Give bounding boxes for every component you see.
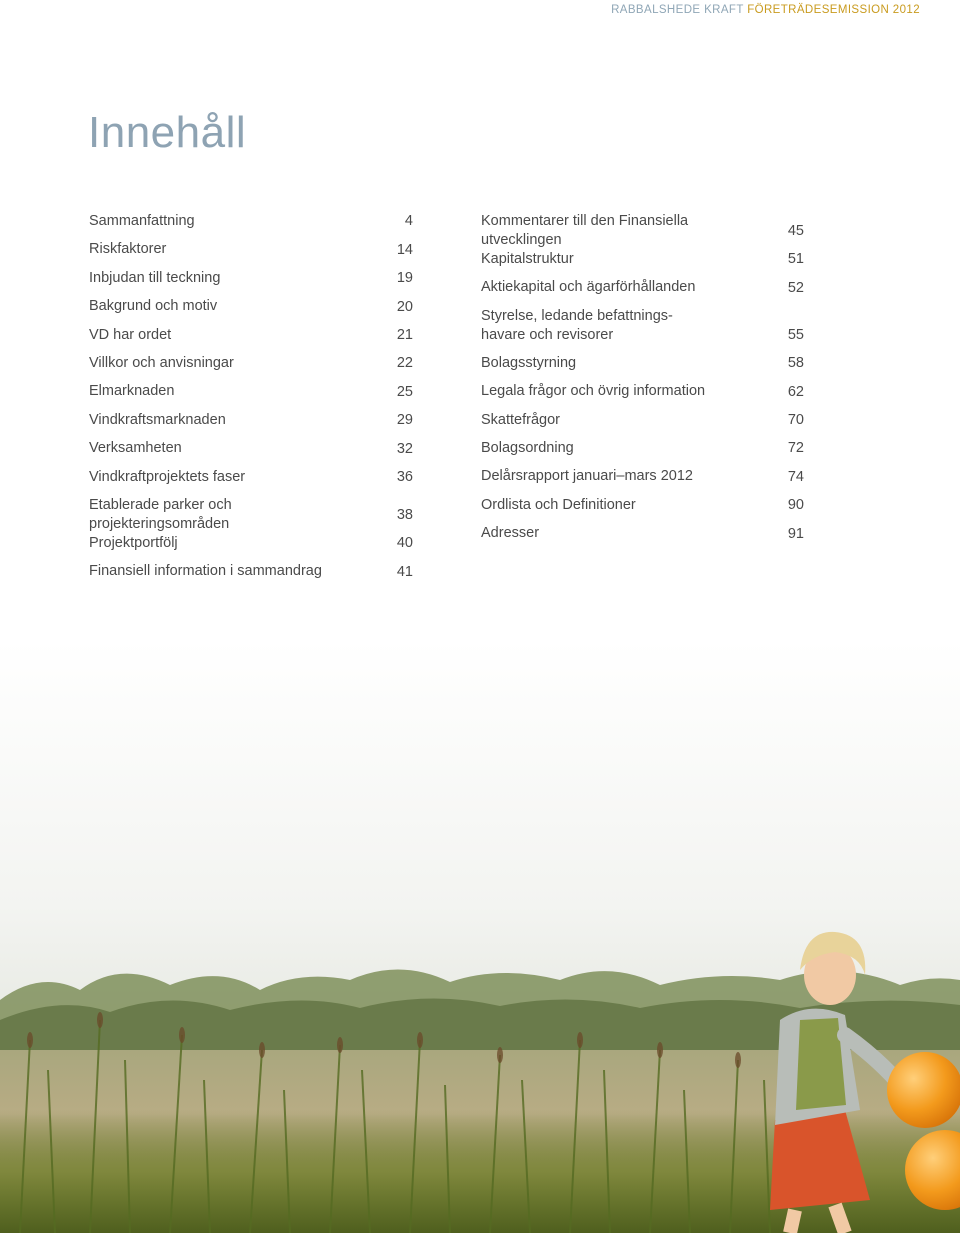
toc-entry-vd-har-ordet[interactable] xyxy=(89,326,413,354)
toc-entry-label: Kapitalstruktur xyxy=(481,251,574,267)
toc-entry-label: Skattefrågor xyxy=(481,411,560,428)
toc-entry-kommentarer[interactable] xyxy=(481,212,804,250)
toc-entry-page: 14 xyxy=(396,241,413,258)
toc-entry-label: Villkor och anvisningar xyxy=(89,354,234,371)
toc-entry-page: 25 xyxy=(396,383,413,400)
toc-entry-label: Bolagsstyrning xyxy=(481,354,577,371)
toc-entry-label-line2: havare och revisorer xyxy=(481,326,614,343)
toc-entry-etablerade-parker[interactable] xyxy=(89,496,413,534)
page-title: Innehåll xyxy=(88,108,247,157)
balloon-top xyxy=(887,1052,960,1128)
toc-entry-label: Delårsrapport januari–mars 2012 xyxy=(481,468,693,485)
toc-entry-verksamheten[interactable] xyxy=(89,439,413,467)
toc-entry-label: Adresser xyxy=(481,525,540,542)
toc-entry-label: Sammanfattning xyxy=(89,213,195,229)
toc-entry-page: 20 xyxy=(396,298,413,315)
toc-entry-bolagsstyrning[interactable] xyxy=(481,354,804,382)
toc-entry-page: 36 xyxy=(396,468,413,485)
toc-entry-villkor[interactable] xyxy=(89,354,413,382)
toc-entry-page: 21 xyxy=(396,326,413,343)
toc-entry-styrelse[interactable] xyxy=(481,307,804,354)
toc-entry-page: 22 xyxy=(396,355,413,372)
toc-entry-label: Inbjudan till teckning xyxy=(89,269,221,286)
toc-entry-adresser[interactable] xyxy=(481,524,804,552)
toc-entry-ordlista[interactable] xyxy=(481,496,804,524)
toc-right-column xyxy=(481,212,804,553)
toc-entry-page: 62 xyxy=(787,383,804,400)
toc-entry-label: Aktiekapital och ägarförhållanden xyxy=(481,279,696,296)
toc-entry-label: Kommentarer till den Finansiella utvecklingen xyxy=(481,213,689,248)
toc-entry-aktiekapital[interactable] xyxy=(481,278,804,306)
toc-entry-inbjudan[interactable] xyxy=(89,269,413,297)
toc-entry-page: 74 xyxy=(787,468,804,485)
toc-entry-label: Riskfaktorer xyxy=(89,241,167,258)
toc-entry-page: 51 xyxy=(787,251,804,268)
toc-entry-page: 29 xyxy=(396,412,413,429)
toc-entry-label-line1: Styrelse, ledande befattnings- xyxy=(481,307,673,324)
toc-entry-page: 91 xyxy=(787,525,804,542)
toc-entry-label: Ordlista och Definitioner xyxy=(481,496,636,513)
toc-entry-page: 72 xyxy=(787,440,804,457)
toc-entry-label: Vindkraftprojektets faser xyxy=(89,468,246,485)
toc-entry-page: 55 xyxy=(787,326,804,343)
toc-entry-legala-fragor[interactable] xyxy=(481,382,804,410)
toc-entry-vindkraftsmarknaden[interactable] xyxy=(89,411,413,439)
toc-entry-label: VD har ordet xyxy=(89,326,172,343)
toc-entry-page: 40 xyxy=(396,535,413,552)
header-company: RABBALSHEDE KRAFT xyxy=(611,4,744,16)
toc-entry-page: 19 xyxy=(396,270,413,287)
toc-entry-label: Finansiell information i sammandrag xyxy=(89,563,322,580)
toc-entry-page: 52 xyxy=(787,279,804,296)
meadow-photo xyxy=(0,640,960,1233)
toc-entry-projektportfolj[interactable] xyxy=(89,534,413,562)
toc-entry-page: 4 xyxy=(404,213,413,230)
toc-entry-page: 90 xyxy=(787,497,804,514)
toc-entry-bakgrund[interactable] xyxy=(89,297,413,325)
toc-entry-label: Bolagsordning xyxy=(481,439,574,456)
toc-entry-page: 41 xyxy=(396,563,413,580)
toc-entry-label: Bakgrund och motiv xyxy=(89,298,218,315)
toc-entry-skattefragor[interactable] xyxy=(481,411,804,439)
toc-entry-label: Vindkraftsmarknaden xyxy=(89,411,226,428)
toc-entry-kapitalstruktur[interactable] xyxy=(481,250,804,278)
toc-entry-delarsrapport[interactable] xyxy=(481,467,804,495)
toc-entry-faser[interactable] xyxy=(89,468,413,496)
toc-entry-page: 38 xyxy=(396,506,413,523)
toc-entry-label: Projektportfölj xyxy=(89,534,178,551)
toc-entry-finansiell-information[interactable] xyxy=(89,562,413,590)
toc-entry-label: Etablerade parker och projekteringsområden xyxy=(89,496,232,532)
toc-entry-bolagsordning[interactable] xyxy=(481,439,804,467)
toc-entry-riskfaktorer[interactable] xyxy=(89,240,413,268)
toc-entry-label: Elmarknaden xyxy=(89,383,175,400)
toc-entry-sammanfattning[interactable] xyxy=(89,212,413,240)
header-document: FÖRETRÄDESEMISSION 2012 xyxy=(747,4,920,16)
toc-entry-page: 32 xyxy=(396,440,413,457)
toc-entry-label: Verksamheten xyxy=(89,440,182,457)
toc-entry-page: 45 xyxy=(787,223,804,239)
toc-entry-label xyxy=(481,307,804,345)
running-header xyxy=(611,4,920,16)
toc-entry-page: 70 xyxy=(787,411,804,428)
toc-entry-elmarknaden[interactable] xyxy=(89,382,413,410)
toc-left-column xyxy=(89,212,413,591)
toc-entry-label: Legala frågor och övrig information xyxy=(481,383,706,400)
toc-entry-page: 58 xyxy=(787,355,804,372)
